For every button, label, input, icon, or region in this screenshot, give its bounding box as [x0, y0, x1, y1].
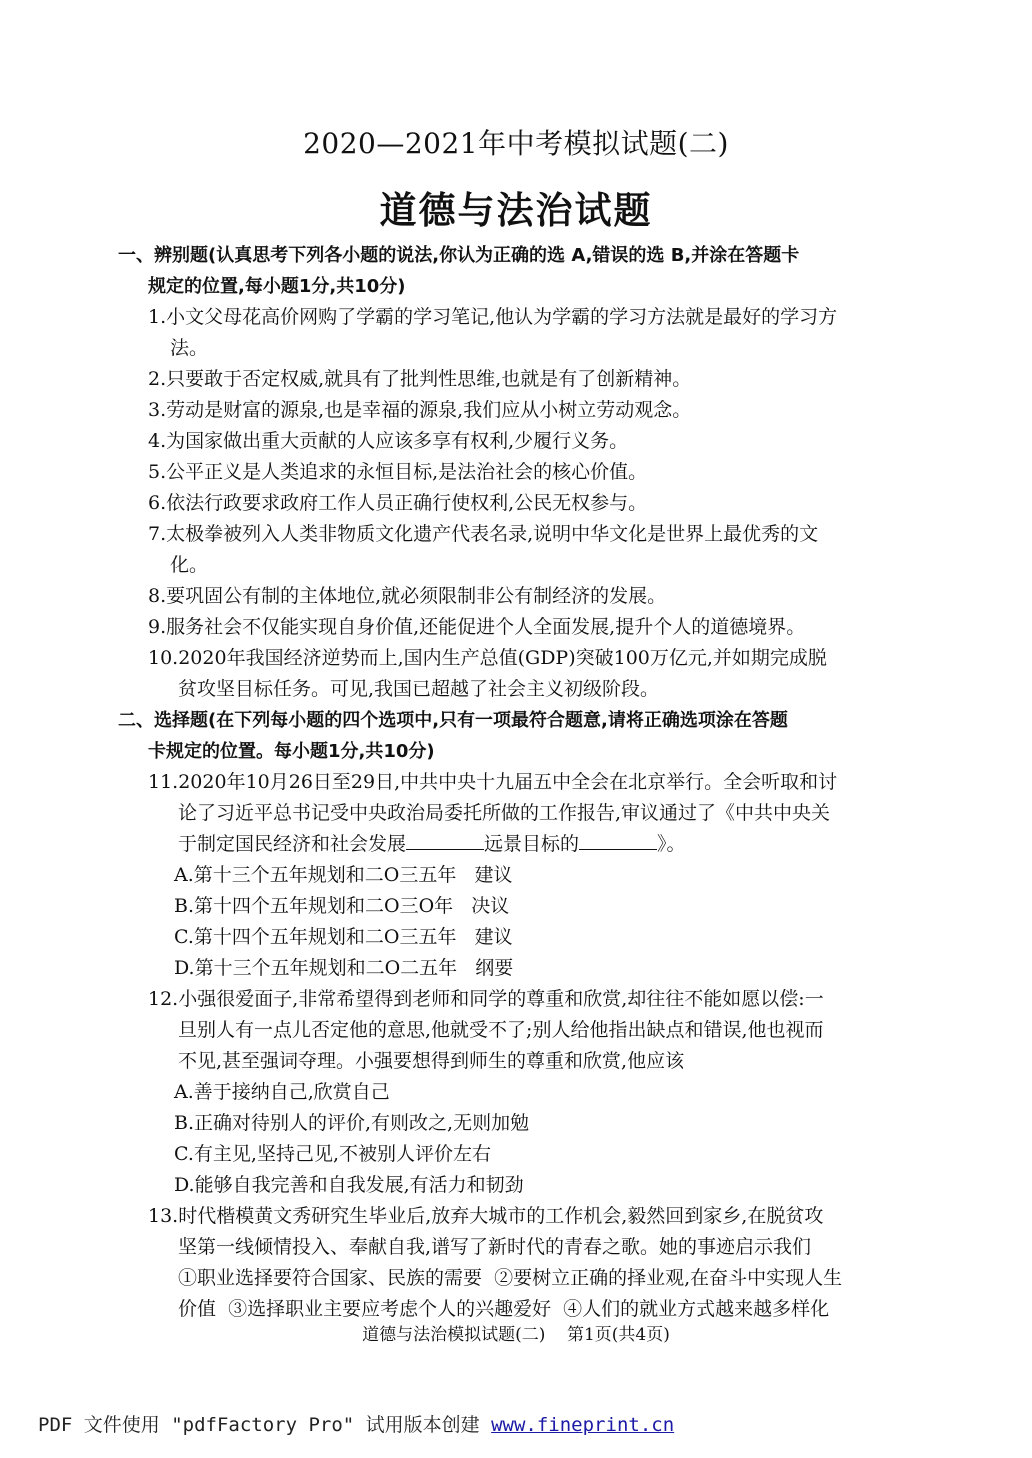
section2-heading-cont: 卡规定的位置。每小题1分,共10分): [148, 741, 435, 762]
question-11-text-a: 于制定国民经济和社会发展: [178, 833, 407, 855]
question-1-cont: 法。: [170, 337, 209, 359]
question-11: 11.2020年10月26日至29日,中共中央十九届五中全会在北京举行。全会听取和讨: [148, 771, 838, 793]
pdf-watermark: [38, 1410, 674, 1437]
option-a: A.善于接纳自己,欣赏自己: [174, 1081, 390, 1103]
question-12-cont2: 不见,甚至强词夺理。小强要想得到师生的尊重和欣赏,他应该: [178, 1050, 685, 1072]
option-b: B.正确对待别人的评价,有则改之,无则加勉: [174, 1112, 530, 1134]
answer-blank: [406, 831, 484, 850]
exam-title: 2020—2021年中考模拟试题(二): [303, 127, 729, 160]
question-13-cont: 坚第一线倾情投入、奉献自我,谱写了新时代的青春之歌。她的事迹启示我们: [178, 1236, 812, 1258]
question-3: 3.劳动是财富的源泉,也是幸福的源泉,我们应从小树立劳动观念。: [148, 399, 692, 421]
section1-heading-cont: 规定的位置,每小题1分,共10分): [148, 276, 406, 297]
question-10: 10.2020年我国经济逆势而上,国内生产总值(GDP)突破100万亿元,并如期完成脱: [148, 647, 827, 669]
question-2: 2.只要敢于否定权威,就具有了批判性思维,也就是有了创新精神。: [148, 368, 692, 390]
watermark-link[interactable]: www.fineprint.cn: [491, 1414, 675, 1436]
question-5: 5.公平正义是人类追求的永恒目标,是法治社会的核心价值。: [148, 461, 648, 483]
exam-content: [118, 240, 918, 1325]
option-d: D.能够自我完善和自我发展,有活力和韧劲: [174, 1174, 524, 1196]
question-12-cont: 旦别人有一点儿否定他的意思,他就受不了;别人给他指出缺点和错误,他也视而: [178, 1019, 824, 1041]
subject-title: 道德与法治试题: [379, 189, 653, 232]
option-b: B.第十四个五年规划和二O三O年 决议: [174, 895, 510, 917]
question-9: 9.服务社会不仅能实现自身价值,还能促进个人全面发展,提升个人的道德境界。: [148, 616, 806, 638]
page-footer: 道德与法治模拟试题(二) 第1页(共4页): [362, 1325, 670, 1345]
question-7: 7.太极拳被列入人类非物质文化遗产代表名录,说明中华文化是世界上最优秀的文: [148, 523, 819, 545]
question-11-cont: 论了习近平总书记受中央政治局委托所做的工作报告,审议通过了《中共中央关: [178, 802, 831, 824]
question-13-statements: ①职业选择要符合国家、民族的需要 ②要树立正确的择业观,在奋斗中实现人生: [178, 1267, 843, 1289]
section1-heading: 一、辨别题(认真思考下列各小题的说法,你认为正确的选 A,错误的选 B,并涂在答题卡: [118, 245, 800, 266]
question-13: 13.时代楷模黄文秀研究生毕业后,放弃大城市的工作机会,毅然回到家乡,在脱贫攻: [148, 1205, 824, 1227]
question-12: 12.小强很爱面子,非常希望得到老师和同学的尊重和欣赏,却往往不能如愿以偿:一: [148, 988, 824, 1010]
option-d: D.第十三个五年规划和二O二五年 纲要: [174, 957, 514, 979]
question-13-statements-cont: 价值 ③选择职业主要应考虑个人的兴趣爱好 ④人们的就业方式越来越多样化: [178, 1298, 830, 1320]
question-1: 1.小文父母花高价网购了学霸的学习笔记,他认为学霸的学习方法就是最好的学习方: [148, 306, 838, 328]
watermark-text: PDF 文件使用 "pdfFactory Pro" 试用版本创建: [38, 1414, 492, 1436]
answer-blank: [579, 831, 657, 850]
question-7-cont: 化。: [170, 554, 209, 576]
question-6: 6.依法行政要求政府工作人员正确行使权利,公民无权参与。: [148, 492, 648, 514]
option-a: A.第十三个五年规划和二O三五年 建议: [174, 864, 513, 886]
question-4: 4.为国家做出重大贡献的人应该多享有权利,少履行义务。: [148, 430, 629, 452]
question-11-text-c: 》。: [657, 833, 686, 855]
question-8: 8.要巩固公有制的主体地位,就必须限制非公有制经济的发展。: [148, 585, 667, 607]
question-10-cont: 贫攻坚目标任务。可见,我国已超越了社会主义初级阶段。: [178, 678, 660, 700]
option-c: C.有主见,坚持己见,不被别人评价左右: [174, 1143, 491, 1165]
question-11-cont2: [118, 829, 918, 860]
section2-heading: 二、选择题(在下列每小题的四个选项中,只有一项最符合题意,请将正确选项涂在答题: [118, 710, 788, 731]
option-c: C.第十四个五年规划和二O三五年 建议: [174, 926, 513, 948]
question-11-text-b: 远景目标的: [484, 833, 580, 855]
